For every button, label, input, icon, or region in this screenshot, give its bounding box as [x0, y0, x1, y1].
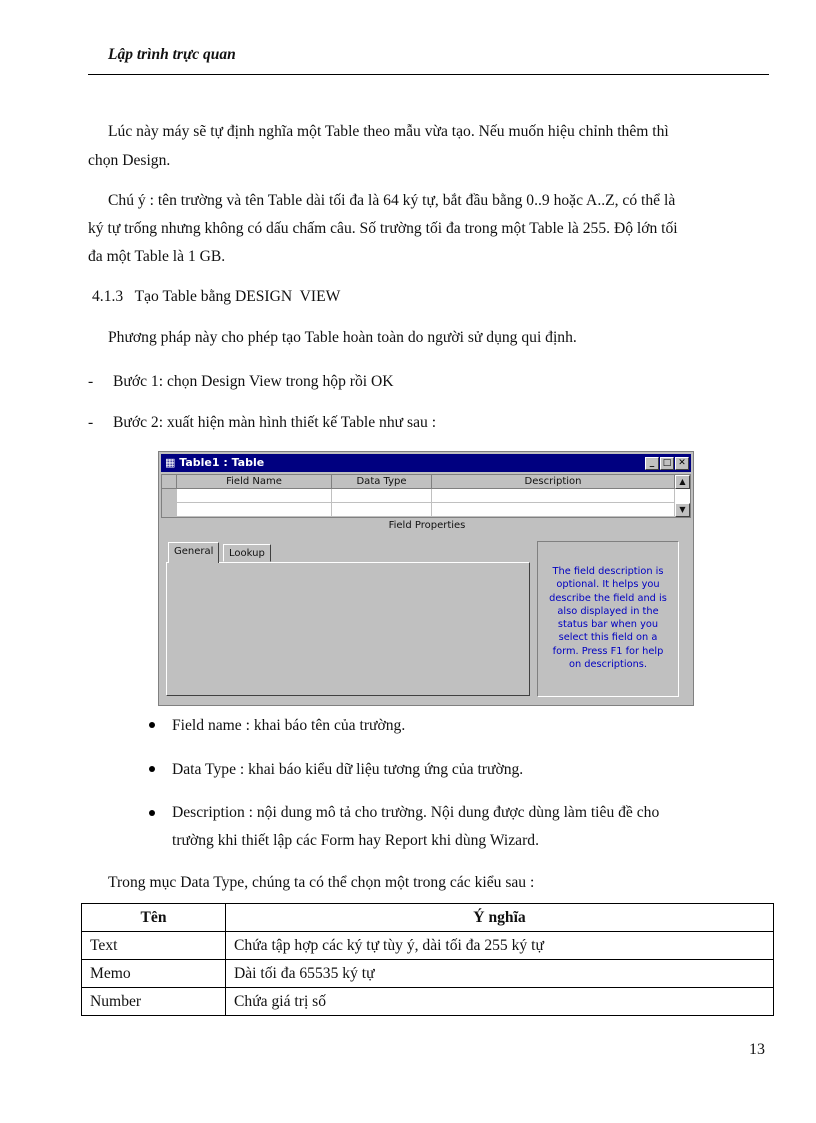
field-name-cell[interactable]	[177, 503, 332, 517]
dash-marker: -	[88, 373, 94, 390]
paragraph-3: Phương pháp này cho phép tạo Table hoàn toàn do người sử dụng qui định.	[108, 329, 577, 346]
bullet-icon	[149, 766, 155, 772]
field-properties-label: Field Properties	[388, 520, 466, 531]
column-header-data-type[interactable]: Data Type	[332, 475, 432, 489]
help-line: status bar when you	[557, 619, 659, 631]
table-row	[82, 960, 774, 988]
help-line: optional. It helps you	[556, 579, 660, 591]
data-type-intro: Trong mục Data Type, chúng ta có thể chọn một trong các kiểu sau :	[108, 874, 535, 891]
row-selector[interactable]	[162, 503, 177, 517]
properties-panel	[166, 562, 530, 696]
type-meaning-cell: Dài tối đa 65535 ký tự	[226, 960, 774, 988]
bullet-description-line-1: Description : nội dung mô tả cho trường. Nội dung được dùng làm tiêu đề cho	[172, 804, 660, 821]
data-types-table	[81, 903, 774, 1016]
paragraph-2-line-1: Chú ý : tên trường và tên Table dài tối đa là 64 ký tự, bắt đầu bằng 0..9 hoặc A..Z, có thể là	[108, 192, 676, 209]
maximize-button[interactable]: □	[660, 457, 674, 470]
bullet-icon	[149, 810, 155, 816]
table-icon: ▦	[165, 456, 176, 469]
bullet-description-line-2: trường khi thiết lập các Form hay Report khi dùng Wizard.	[172, 832, 539, 849]
table-design-window	[158, 451, 694, 706]
dash-marker: -	[88, 414, 94, 431]
section-heading: 4.1.3 Tạo Table bằng DESIGN VIEW	[92, 288, 341, 305]
field-name-cell[interactable]	[177, 489, 332, 503]
paragraph-2-line-2: ký tự trống nhưng không có dấu chấm câu. Số trường tối đa trong một Table là 255. Độ lớn tối	[88, 220, 678, 237]
header-name: Tên	[82, 904, 226, 932]
close-button[interactable]: ✕	[675, 457, 689, 470]
header-divider	[88, 74, 769, 75]
type-name-cell: Memo	[82, 960, 226, 988]
help-line: also displayed in the	[557, 605, 659, 617]
bullet-field-name: Field name : khai báo tên của trường.	[172, 717, 406, 734]
table-row	[82, 932, 774, 960]
help-line: describe the field and is	[549, 592, 667, 604]
type-meaning-cell: Chứa tập hợp các ký tự tùy ý, dài tối đa 255 ký tự	[226, 932, 774, 960]
tab-lookup[interactable]: Lookup	[223, 544, 271, 562]
data-type-cell[interactable]	[332, 489, 432, 503]
scroll-up-icon[interactable]: ▲	[675, 475, 690, 489]
type-meaning-cell: Chứa giá trị số	[226, 988, 774, 1016]
step-2: Bước 2: xuất hiện màn hình thiết kế Table như sau :	[113, 414, 437, 431]
row-selector-header	[162, 475, 177, 489]
window-title: Table1 : Table	[179, 456, 265, 469]
help-line: on descriptions.	[568, 659, 647, 671]
bullet-icon	[149, 722, 155, 728]
paragraph-1-line-2: chọn Design.	[88, 152, 171, 169]
bullet-data-type: Data Type : khai báo kiểu dữ liệu tương ứng của trường.	[172, 761, 524, 778]
data-type-cell[interactable]	[332, 503, 432, 517]
paragraph-1-line-1: Lúc này máy sẽ tự định nghĩa một Table theo mẫu vừa tạo. Nếu muốn hiệu chỉnh thêm thì	[108, 123, 669, 140]
help-line: select this field on a	[558, 632, 658, 644]
step-1: Bước 1: chọn Design View trong hộp rồi OK	[113, 373, 394, 390]
row-selector[interactable]	[162, 489, 177, 503]
column-header-field-name[interactable]: Field Name	[177, 475, 332, 489]
tab-general[interactable]: General	[168, 542, 219, 563]
minimize-button[interactable]: _	[645, 457, 659, 470]
type-name-cell: Text	[82, 932, 226, 960]
column-header-description[interactable]: Description	[432, 475, 675, 489]
help-line: The field description is	[552, 566, 664, 577]
field-grid	[161, 474, 691, 518]
page-number: 13	[749, 1041, 765, 1058]
scroll-down-icon[interactable]: ▼	[675, 503, 690, 517]
help-line: form. Press F1 for help	[552, 645, 664, 657]
type-name-cell: Number	[82, 988, 226, 1016]
page-header-title: Lập trình trực quan	[108, 46, 236, 63]
description-help-text	[539, 565, 677, 671]
paragraph-2-line-3: đa một Table là 1 GB.	[88, 248, 226, 265]
window-titlebar	[161, 454, 691, 472]
header-meaning: Ý nghĩa	[226, 904, 774, 932]
table-row	[82, 988, 774, 1016]
description-cell[interactable]	[432, 503, 675, 517]
description-cell[interactable]	[432, 489, 675, 503]
table-header-row	[82, 904, 774, 932]
